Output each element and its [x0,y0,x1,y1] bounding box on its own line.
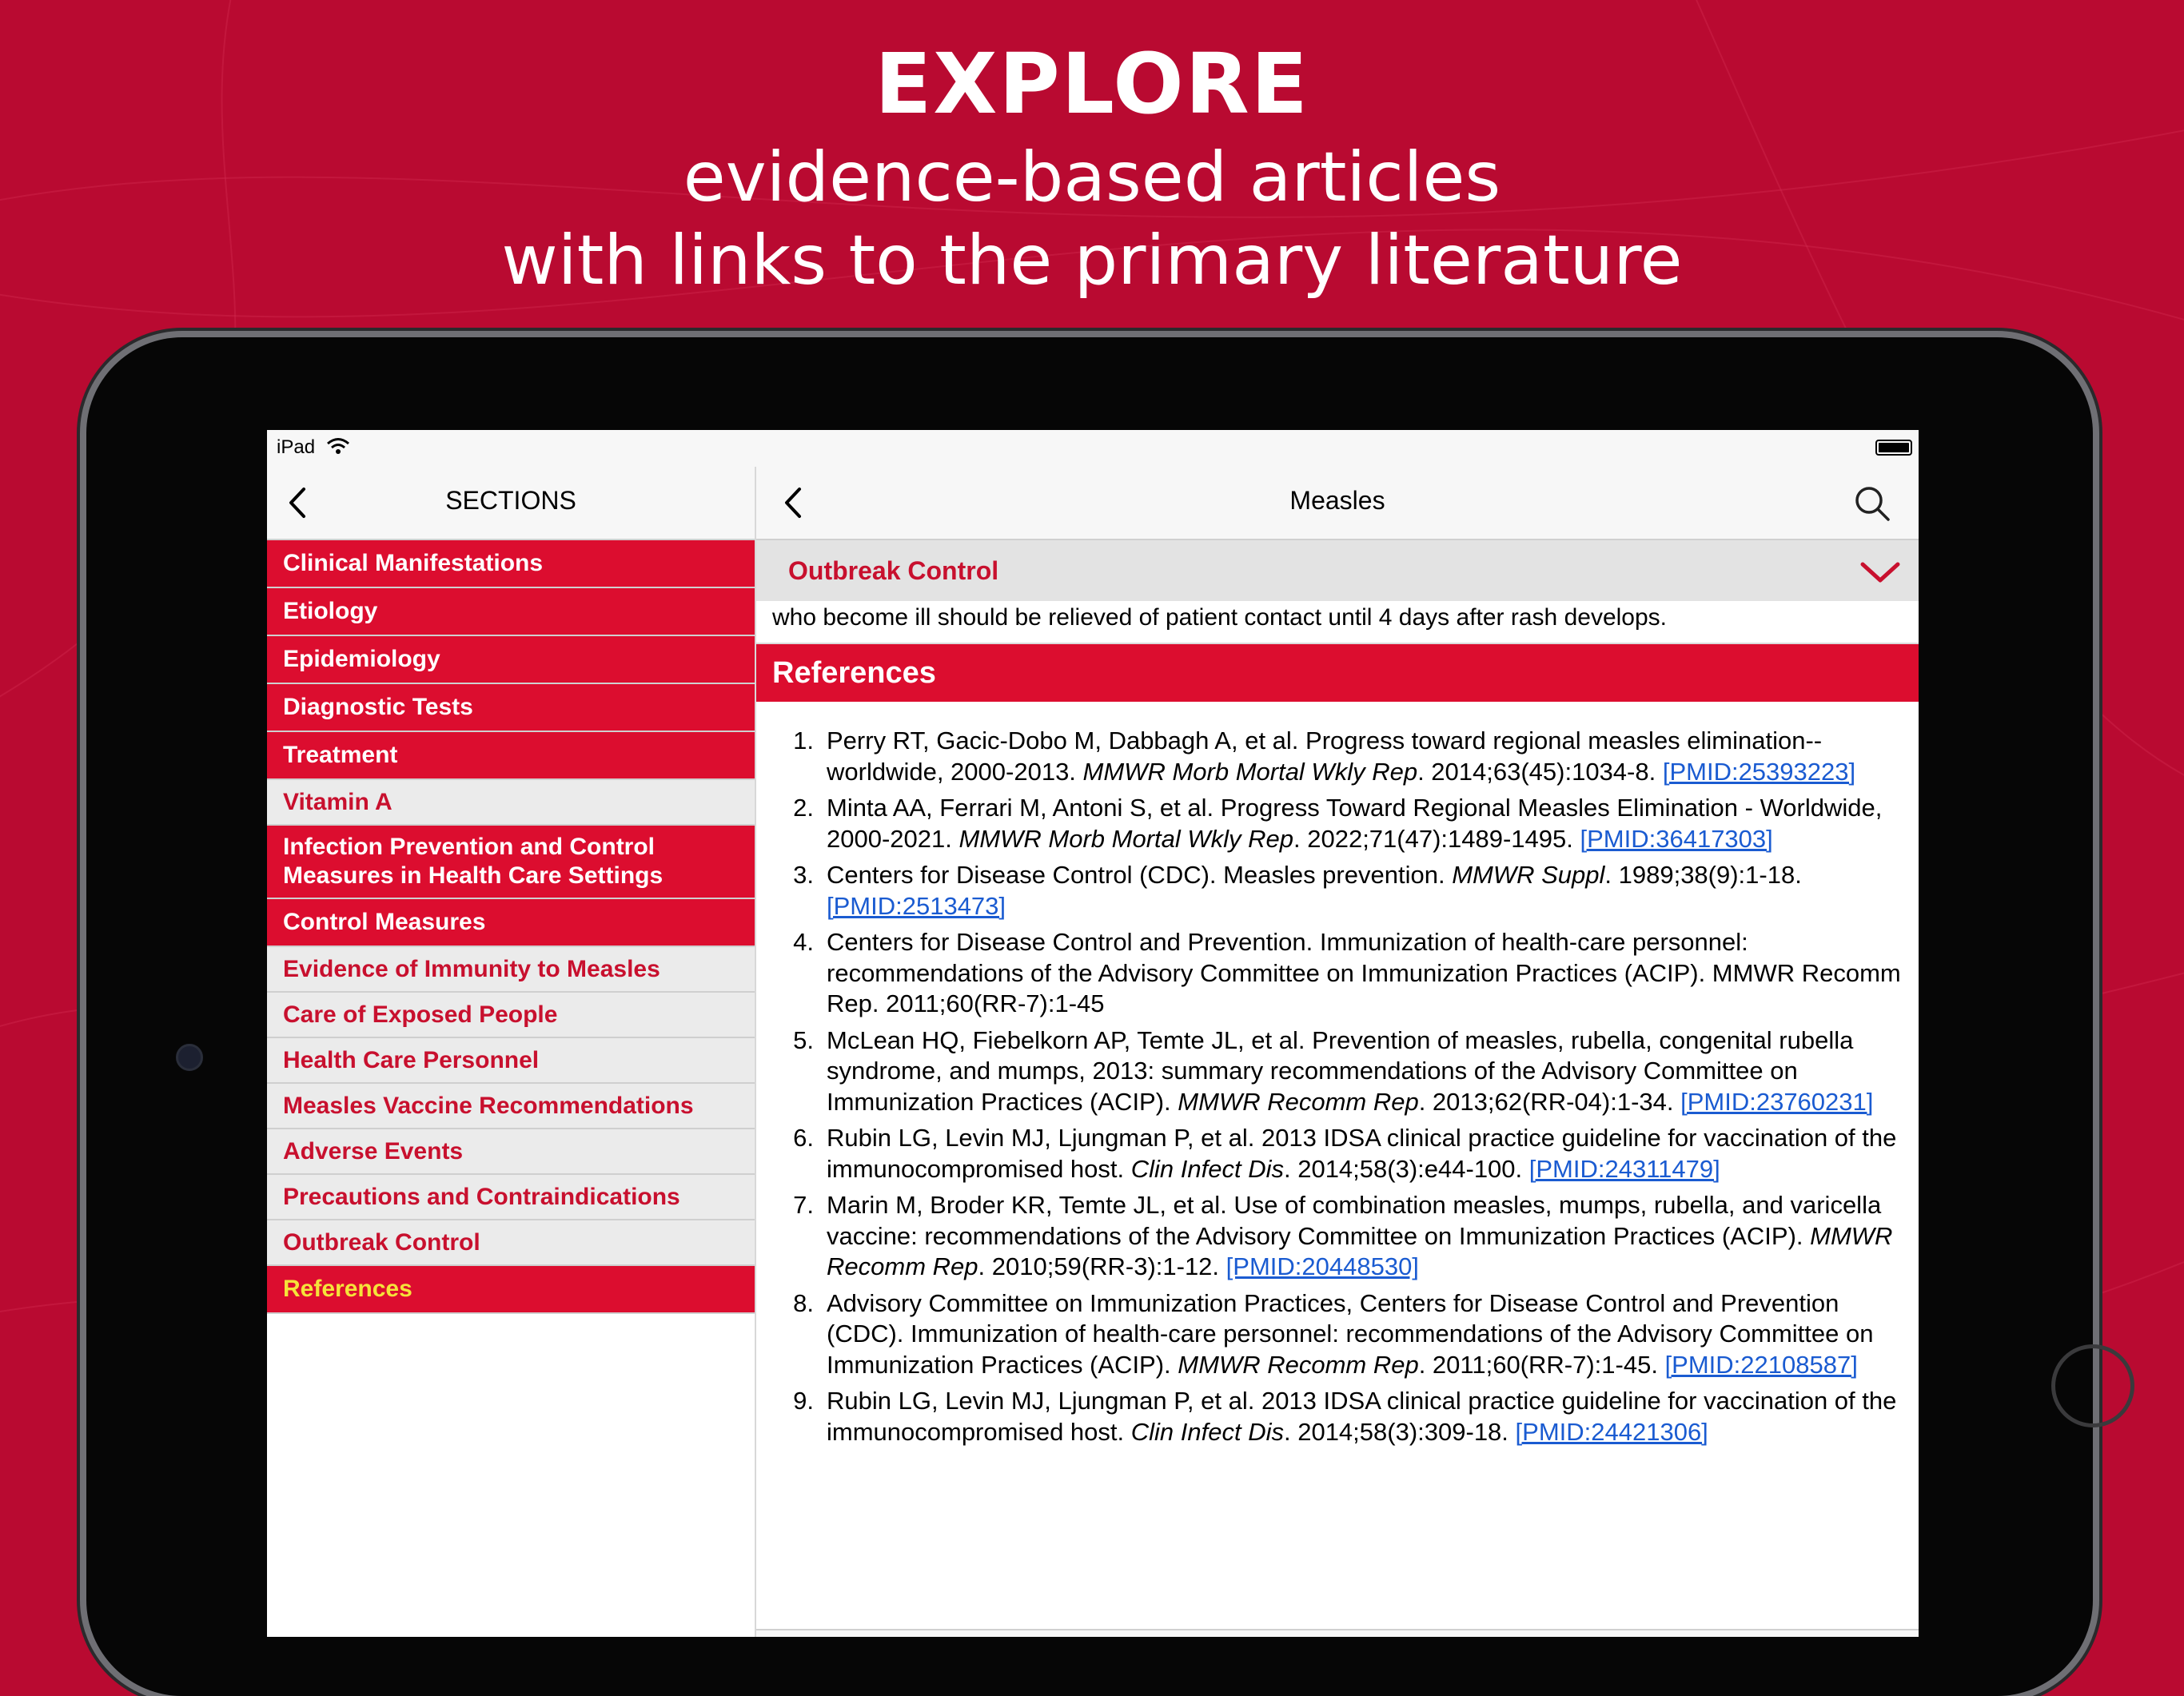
section-list [267,540,755,1314]
app-screen [267,430,1919,1637]
status-bar [267,430,1919,467]
reference-text [827,1190,1903,1283]
reference-text [827,793,1903,854]
sidebar-item-label: Outbreak Control [283,1228,480,1256]
article-title: Measles [1289,486,1385,515]
sidebar-item[interactable] [267,732,755,780]
reference-segment: . 2013;62(RR-04):1-34. [1418,1087,1681,1116]
reference-text [827,1123,1903,1184]
sidebar-item[interactable] [267,1038,755,1084]
reference-text [827,1025,1903,1118]
article-navbar [756,467,1919,540]
sidebar-item-label: Epidemiology [283,646,440,672]
journal-name: MMWR Recomm Rep [1178,1087,1419,1116]
pmid-link[interactable]: [PMID:36417303] [1580,824,1773,853]
sidebar-item-label: Control Measures [283,909,486,935]
reference-item [756,793,1903,854]
reference-segment: McLean HQ, Fiebelkorn AP, Temte JL, et al. Prevention of measles, rubella, congenital rubella syndrome, and mumps, 2013: summary recommendations of the Advisory Committee on Immunization Practices (ACIP). [827,1025,1854,1116]
reference-item [756,1190,1903,1283]
reference-text [827,927,1903,1020]
sidebar-item[interactable] [267,947,755,993]
sidebar-item[interactable] [267,1129,755,1175]
headline-subtitle-1: evidence-based articles [683,137,1501,217]
reference-text [827,726,1903,787]
reference-segment: Rubin LG, Levin MJ, Ljungman P, et al. 2013 IDSA clinical practice guideline for vaccination of the immunocompromised host. [827,1124,1897,1183]
sections-sidebar [267,467,756,1637]
reference-text [827,1288,1903,1381]
reference-number: 3. [793,861,814,889]
sidebar-item-label: Precautions and Contraindications [283,1183,680,1210]
reference-item [756,1025,1903,1118]
sidebar-item-label: Evidence of Immunity to Measles [283,955,660,982]
sidebar-item-label: Health Care Personnel [283,1046,540,1073]
reference-segment: . 1989;38(9):1-18. [1604,861,1802,889]
headline-title: EXPLORE [875,35,1309,133]
sidebar-item[interactable] [267,1175,755,1220]
reference-segment: Rubin LG, Levin MJ, Ljungman P, et al. 2013 IDSA clinical practice guideline for vaccination of the immunocompromised host. [827,1387,1897,1446]
battery-icon [1875,440,1912,456]
home-button[interactable] [2051,1344,2134,1427]
section-header-bar[interactable] [756,540,1919,601]
reference-item [756,1123,1903,1184]
headline-subtitle-2: with links to the primary literature [501,221,1683,301]
reference-segment: Centers for Disease Control (CDC). Measles prevention. [827,861,1453,889]
reference-number: 4. [793,928,814,956]
journal-name: MMWR Morb Mortal Wkly Rep [1082,757,1418,786]
sidebar-item[interactable] [267,684,755,732]
section-header-title: Outbreak Control [788,556,999,585]
reference-number: 7. [793,1191,814,1219]
journal-name: MMWR Morb Mortal Wkly Rep [958,824,1293,853]
camera-icon [176,1044,203,1071]
pmid-link[interactable]: [PMID:22108587] [1664,1350,1858,1379]
status-device-label: iPad [277,436,316,458]
journal-name: Clin Infect Dis [1130,1417,1284,1446]
sidebar-item-label: Clinical Manifestations [283,550,544,576]
pmid-link[interactable]: [PMID:25393223] [1662,757,1856,786]
reference-segment: Minta AA, Ferrari M, Antoni S, et al. Progress Toward Regional Measles Elimination - Worldwide, 2000-2021. [827,794,1883,853]
reference-number: 5. [793,1025,814,1054]
reference-segment: Perry RT, Gacic-Dobo M, Dabbagh A, et al. Progress toward regional measles elimination--worldwide, 2000-2013. [827,727,1823,786]
pmid-link[interactable]: [PMID:23760231] [1680,1087,1874,1116]
reference-number: 1. [793,727,814,754]
reference-segment: . 2014;58(3):e44-100. [1283,1154,1529,1183]
bottom-toolbar [756,1629,1919,1637]
sidebar-item[interactable] [267,993,755,1038]
wifi-icon [326,436,350,456]
sidebar-item-label: Vitamin A [283,788,393,815]
pmid-link[interactable]: [PMID:20448530] [1226,1252,1419,1280]
journal-name: MMWR Recomm Rep [1178,1350,1419,1379]
sidebar-title: SECTIONS [445,486,576,515]
sidebar-item[interactable] [267,1266,755,1314]
reference-segment: . 2014;63(45):1034-8. [1417,757,1663,786]
reference-item [756,1288,1903,1381]
reference-segment: . 2022;71(47):1489-1495. [1293,824,1580,853]
pmid-link[interactable]: [PMID:2513473] [827,891,1006,920]
sidebar-item[interactable] [267,826,755,899]
pmid-link[interactable]: [PMID:24421306] [1515,1417,1708,1446]
sidebar-navbar [267,467,755,540]
sidebar-item[interactable] [267,636,755,684]
sidebar-item-label: References [283,1276,412,1302]
chevron-down-icon[interactable] [1858,556,1903,588]
journal-name: Clin Infect Dis [1130,1154,1284,1183]
reference-number: 9. [793,1387,814,1415]
reference-item [756,726,1903,787]
reference-segment: Marin M, Broder KR, Temte JL, et al. Use of combination measles, mumps, rubella, and varicella vaccine: recommendations of the Advisory Committee on Immunization Practices (ACIP). [827,1191,1882,1250]
journal-name: MMWR Suppl [1452,861,1605,889]
reference-item [756,860,1903,922]
reference-text [827,860,1903,922]
search-icon[interactable] [1850,481,1895,526]
journal-name: MMWR Recomm Rep [827,1221,1893,1280]
sidebar-item-label: Care of Exposed People [283,1001,558,1028]
sidebar-item-label: Infection Prevention and Control Measures in Health Care Settings [283,834,664,889]
reference-text [827,1386,1903,1447]
references-header: References [756,644,1919,702]
reference-number: 2. [793,794,814,822]
sidebar-item[interactable] [267,1220,755,1266]
headline [0,32,2184,302]
article-pane [756,467,1919,1637]
sidebar-item-label: Diagnostic Tests [283,694,473,720]
sidebar-item[interactable] [267,899,755,947]
reference-segment: Centers for Disease Control and Prevention. Immunization of health-care personnel: recommendations of the Advisory Committee on Immunization Practices (ACIP). MMWR Recomm Rep. 2011;60(RR-7):1-45 [827,928,1901,1017]
reference-segment: . 2014;58(3):309-18. [1283,1417,1516,1446]
sidebar-item-label: Etiology [283,598,378,624]
pmid-link[interactable]: [PMID:24311479] [1528,1154,1720,1183]
sidebar-item[interactable] [267,780,755,826]
reference-segment: . 2010;59(RR-3):1-12. [978,1252,1226,1280]
reference-list [756,702,1919,1447]
sidebar-item-label: Treatment [283,742,398,768]
sidebar-item[interactable] [267,1084,755,1129]
sidebar-item-label: Measles Vaccine Recommendations [283,1092,694,1119]
sidebar-item[interactable] [267,588,755,636]
reference-segment: . 2011;60(RR-7):1-45. [1418,1350,1665,1379]
reference-item [756,927,1903,1020]
sidebar-item-label: Adverse Events [283,1137,464,1165]
reference-segment: Advisory Committee on Immunization Practices, Centers for Disease Control and Prevention (CDC). Immunization of health-care personnel: recommendations of the Advisory Committee on Immunization Practices (ACIP). [827,1288,1874,1379]
reference-item [756,1386,1903,1447]
section-snippet: who become ill should be relieved of patient contact until 4 days after rash develops. [756,601,1919,644]
sidebar-item[interactable] [267,540,755,588]
reference-number: 8. [793,1288,814,1317]
reference-number: 6. [793,1124,814,1152]
